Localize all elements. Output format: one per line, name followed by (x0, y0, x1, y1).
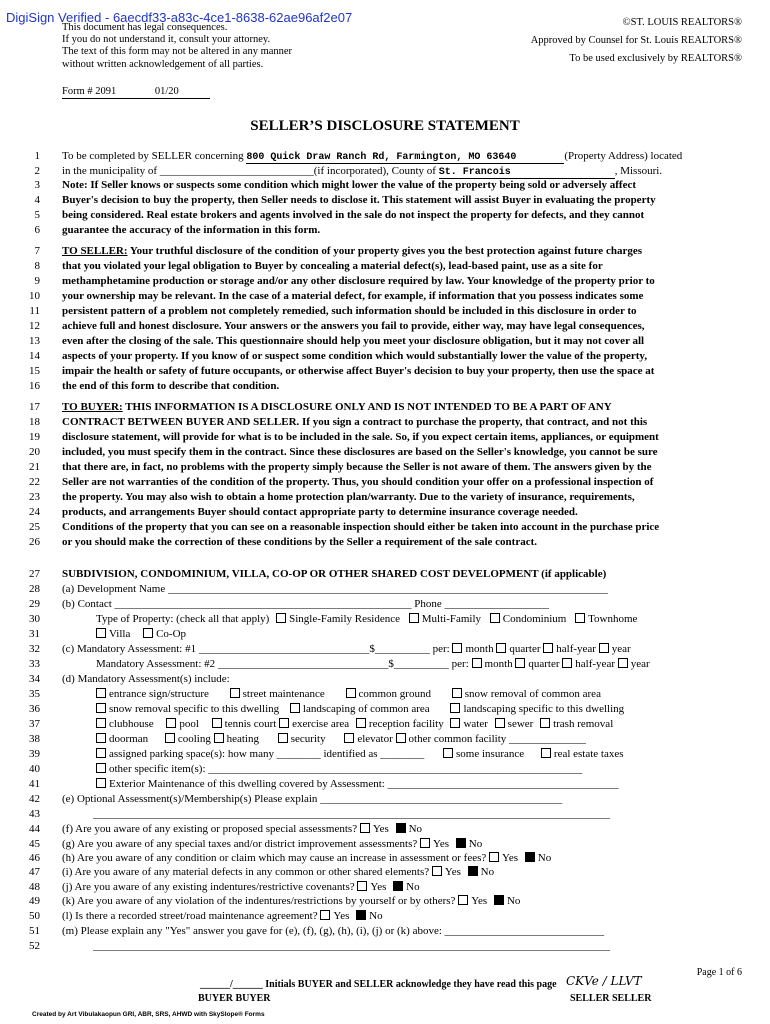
contact-field[interactable]: (b) Contact ______________________________________________________ Phone ___________________ (62, 598, 550, 610)
include-label: snow removal of common area (464, 688, 601, 700)
assessment-1-field[interactable]: (c) Mandatory Assessment: #1 _______________________________$__________ per: (62, 643, 450, 655)
checkbox-include[interactable] (290, 703, 300, 713)
include-label: elevator (357, 733, 393, 745)
checkbox-single-family[interactable] (276, 613, 286, 623)
include-label: doorman (109, 733, 149, 745)
line-5: being considered. Real estate brokers and agents involved in the sale do not inspect the property for defects, and they cannot (62, 209, 645, 221)
include-label: landscaping specific to this dwelling (463, 703, 625, 715)
checkbox-yes[interactable] (360, 823, 370, 833)
line-number: 31 (29, 628, 40, 640)
line-11: persistent pattern of a problem not completely remedied, such information should be included in this disclosure in order to (62, 305, 637, 317)
header-left-line: The text of this form may not be altered in any manner (62, 46, 293, 57)
line-number: 47 (29, 866, 40, 878)
line-34: (d) Mandatory Assessment(s) include: (62, 673, 230, 685)
question-row (62, 910, 743, 922)
checkbox-villa[interactable] (96, 628, 106, 638)
checkbox-half-year-1[interactable] (543, 643, 553, 653)
label-condominium: Condominium (502, 613, 567, 625)
assessment-2-field[interactable]: Mandatory Assessment: #2 _______________________________$__________ per: (96, 658, 469, 670)
checkbox-month-2[interactable] (472, 658, 482, 668)
line-number: 49 (29, 895, 40, 907)
form-number (62, 86, 179, 97)
checkbox-include[interactable] (230, 688, 240, 698)
checkbox-include[interactable] (450, 703, 460, 713)
label-villa: Villa (109, 628, 131, 640)
county-field[interactable]: St. Francois (439, 167, 615, 179)
type-of-property-label: Type of Property: (check all that apply) (96, 613, 270, 625)
line-number: 44 (29, 823, 40, 835)
checkbox-include[interactable] (279, 718, 289, 728)
include-label: cooling (177, 733, 211, 745)
include-label: common ground (358, 688, 431, 700)
line-7 (62, 245, 743, 257)
seller-initials-signature: CKVe / LLVT (566, 974, 642, 988)
line-number: 33 (29, 658, 40, 670)
label-no: No (537, 852, 552, 864)
question-text: (k) Are you aware of any violation of the indentures/restrictions by yourself or by others? (62, 895, 459, 907)
line-number: 42 (29, 793, 40, 805)
checkbox-month-1[interactable] (452, 643, 462, 653)
explain-field[interactable]: (m) Please explain any "Yes" answer you gave for (e), (f), (g), (h), (i), (j) or (k) above: _____________________________ (62, 925, 605, 937)
property-address-field[interactable]: 800 Quick Draw Ranch Rd, Farmington, MO 63640 (246, 152, 564, 164)
line-number: 2 (34, 165, 40, 177)
development-name-field[interactable]: (a) Development Name ________________________________________________________________________________ (62, 583, 608, 595)
line-32 (62, 643, 743, 655)
line-2-text: in the municipality of ____________________________(if incorporated), County of (62, 165, 436, 177)
line-31 (96, 628, 742, 640)
checkbox-half-year-2[interactable] (562, 658, 572, 668)
checkbox-include[interactable] (344, 733, 354, 743)
line-38 (96, 733, 742, 745)
label-yes: Yes (471, 895, 490, 907)
line-number: 43 (29, 808, 40, 820)
question-text: (g) Are you aware of any special taxes and/or district improvement assessments? (62, 838, 420, 850)
label-yes: Yes (370, 881, 390, 893)
header-left-line: If you do not understand it, consult your attorney. (62, 34, 271, 45)
question-row (62, 852, 743, 864)
line-number: 27 (29, 568, 40, 580)
missouri-text: , Missouri. (614, 165, 663, 177)
line-9: methamphetamine production or storage and/or any other disclosure required by law. Your knowledge of the property prior to (62, 275, 655, 287)
question-row (62, 895, 743, 907)
line-1 (62, 150, 743, 164)
question-row (62, 823, 743, 835)
line-3: Note: If Seller knows or suspects some condition which might lower the value of the property being sold or adversely affect (62, 179, 637, 191)
line-13: even after the closing of the sale. This questionnaire should help you meet your disclosure obligation, but it may not cover all (62, 335, 645, 347)
line-number: 1 (34, 150, 40, 162)
line-25: Conditions of the property that you can see on a reasonable inspection should either be taken into account in the purchase price (62, 521, 660, 533)
label-month: month (484, 658, 513, 670)
line-number: 5 (34, 209, 40, 221)
line-number: 25 (29, 521, 40, 533)
line-number: 15 (29, 365, 40, 377)
question-text: (f) Are you aware of any existing or proposed special assessments? (62, 823, 360, 835)
line-number: 4 (34, 194, 40, 206)
checkbox-include[interactable] (96, 703, 106, 713)
initials-line[interactable]: ______/______ Initials BUYER and SELLER acknowledge they have read this page (200, 979, 557, 990)
line-37 (96, 718, 742, 730)
checkbox-co-op[interactable] (143, 628, 153, 638)
header-left-line: This document has legal consequences. (62, 22, 228, 33)
checkbox-townhome[interactable] (575, 613, 585, 623)
checkbox-include[interactable] (214, 733, 224, 743)
checkbox-include[interactable] (540, 718, 550, 728)
include-label: clubhouse (109, 718, 154, 730)
label-yes: Yes (502, 852, 521, 864)
line-number: 24 (29, 506, 40, 518)
line-number: 40 (29, 763, 40, 775)
line-number: 34 (29, 673, 40, 685)
checkbox-include[interactable] (495, 718, 505, 728)
label-multi-family: Multi-Family (421, 613, 482, 625)
line-number: 48 (29, 881, 40, 893)
line-number: 6 (34, 224, 40, 236)
header-right-line: ©ST. LOUIS REALTORS® (622, 17, 742, 28)
line-number: 26 (29, 536, 40, 548)
line-number: 50 (29, 910, 40, 922)
include-label: entrance sign/structure (109, 688, 209, 700)
seller-label: SELLER SELLER (570, 993, 652, 1004)
line-18: CONTRACT BETWEEN BUYER AND SELLER. If you sign a contract to purchase the property, that contract, and not this (62, 416, 648, 428)
label-no: No (480, 866, 495, 878)
line-number: 7 (34, 245, 40, 257)
line-number: 41 (29, 778, 40, 790)
optional-assessment-line-2[interactable]: ______________________________________________________________________________________________ (93, 808, 610, 820)
line-number: 45 (29, 838, 40, 850)
line-17-text: THIS INFORMATION IS A DISCLOSURE ONLY AND IS NOT INTENDED TO BE A PART OF ANY (125, 401, 612, 413)
include-label: trash removal (553, 718, 614, 730)
line-number: 29 (29, 598, 40, 610)
include-label: real estate taxes (553, 748, 624, 760)
page-title: SELLER’S DISCLOSURE STATEMENT (250, 118, 520, 134)
line-number: 13 (29, 335, 40, 347)
line-40 (96, 763, 742, 775)
label-quarter: quarter (509, 643, 541, 655)
checkbox-include[interactable] (356, 718, 366, 728)
line-number: 14 (29, 350, 40, 362)
form-number-text: Form # 2091 (62, 86, 117, 97)
line-12: achieve full and honest disclosure. Your answers or the answers you fail to provide, either way, may have legal consequences, (62, 320, 645, 332)
line-number: 36 (29, 703, 40, 715)
line-26: or you should make the correction of these conditions by the Seller a requirement of the sale contract. (62, 536, 537, 548)
line-4: Buyer's decision to buy the property, then Seller needs to disclose it. This statement will assist Buyer in evaluating the property (62, 194, 656, 206)
header-left-line: without written acknowledgement of all parties. (62, 59, 264, 70)
label-year: year (611, 643, 631, 655)
include-label: water (463, 718, 488, 730)
question-row (62, 838, 743, 850)
checkbox-yes[interactable] (420, 838, 430, 848)
checkbox-include[interactable] (96, 748, 106, 758)
checkbox-yes[interactable] (432, 866, 442, 876)
line-number: 3 (34, 179, 40, 191)
checkbox-yes[interactable] (320, 910, 330, 920)
to-seller-label: TO SELLER: (62, 245, 128, 257)
include-label: reception facility (368, 718, 444, 730)
form-date: 01/20 (154, 86, 179, 97)
checkbox-quarter-1[interactable] (496, 643, 506, 653)
checkbox-include[interactable] (165, 733, 175, 743)
line-number: 52 (29, 940, 40, 952)
line-14: aspects of your property. If you know of or suspect some condition which would substantially lower the value of the property, (62, 350, 648, 362)
line-number: 32 (29, 643, 40, 655)
line-number: 18 (29, 416, 40, 428)
include-label: security (290, 733, 326, 745)
line-number: 11 (29, 305, 40, 317)
line-number: 12 (29, 320, 40, 332)
line-10: your ownership may be relevant. In the case of a material defect, for example, if information that you possess indicates some (62, 290, 644, 302)
include-label: exercise area (292, 718, 350, 730)
property-suffix: (Property Address) located (564, 150, 683, 162)
page-number: Page 1 of 6 (696, 967, 742, 978)
line-number: 16 (29, 380, 40, 392)
include-label: some insurance (456, 748, 525, 760)
label-yes: Yes (433, 838, 452, 850)
checkbox-yes[interactable] (458, 895, 468, 905)
label-townhome: Townhome (588, 613, 638, 625)
checkbox-include[interactable] (443, 748, 453, 758)
label-no: No (369, 910, 383, 922)
label-half-year: half-year (575, 658, 615, 670)
label-co-op: Co-Op (156, 628, 187, 640)
checkbox-no-checked[interactable] (356, 910, 366, 920)
checkbox-include[interactable] (96, 718, 106, 728)
checkbox-include[interactable] (541, 748, 551, 758)
line-number: 9 (34, 275, 40, 287)
line-23: the property. You may also wish to obtain a home protection plan/warranty. Due to the variety of insurance, requirements, (62, 491, 635, 503)
line-21: that there are, in fact, no problems with the property simply because the Seller is not aware of them. The answers given by the (62, 461, 652, 473)
include-label: snow removal specific to this dwelling (109, 703, 280, 715)
question-text: (l) Is there a recorded street/road maintenance agreement? (62, 910, 321, 922)
checkbox-yes[interactable] (357, 881, 367, 891)
line-number: 37 (29, 718, 40, 730)
line-number: 28 (29, 583, 40, 595)
label-yes: Yes (372, 823, 392, 835)
checkbox-multi-family[interactable] (409, 613, 419, 623)
line-24: products, and arrangements Buyer should contact appropriate party to determine insurance coverage needed. (62, 506, 578, 518)
line-6: guarantee the accuracy of the information in this form. (62, 224, 321, 236)
label-month: month (465, 643, 494, 655)
checkbox-include[interactable] (278, 733, 288, 743)
line-number: 35 (29, 688, 40, 700)
include-label: street maintenance (242, 688, 325, 700)
line-number: 46 (29, 852, 40, 864)
line-15: impair the health or safety of future occupants, or otherwise affect Buyer's decision to buy your property, then use the space at (62, 365, 655, 377)
checkbox-year-2[interactable] (618, 658, 628, 668)
line-19: disclosure statement, will provide for what is to be included in the sale. So, if you expect certain items, appliances, or equipment (62, 431, 659, 443)
checkbox-include[interactable] (166, 718, 176, 728)
line-number: 20 (29, 446, 40, 458)
label-no: No (468, 838, 483, 850)
include-label: assigned parking space(s): how many ________ identified as ________ (109, 748, 425, 760)
question-row (62, 881, 743, 893)
checkbox-quarter-2[interactable] (515, 658, 525, 668)
include-label: landscaping of common area (302, 703, 430, 715)
include-label: other common facility ______________ (408, 733, 587, 745)
line-number: 39 (29, 748, 40, 760)
checkbox-no-checked[interactable] (393, 881, 403, 891)
line-number: 22 (29, 476, 40, 488)
checkbox-no-checked[interactable] (525, 852, 535, 862)
line-35 (96, 688, 742, 700)
question-row (62, 866, 743, 878)
label-quarter: quarter (528, 658, 560, 670)
label-no: No (408, 823, 423, 835)
label-yes: Yes (333, 910, 353, 922)
line-number: 21 (29, 461, 40, 473)
checkbox-other-items[interactable] (96, 763, 106, 773)
line-17 (62, 401, 743, 413)
line-number: 51 (29, 925, 40, 937)
checkbox-include[interactable] (452, 688, 462, 698)
label-no: No (406, 881, 420, 893)
question-text: (h) Are you aware of any condition or claim which may cause an increase in assessment or fees? (62, 852, 490, 864)
question-text: (i) Are you aware of any material defects in any common or other shared elements? (62, 866, 432, 878)
created-by: Created by Art Vibulakaopun GRI, ABR, SRS, AHWD with SkySlope® Forms (32, 1011, 265, 1018)
line-number: 17 (29, 401, 40, 413)
line-number: 30 (29, 613, 40, 625)
form-rule (62, 98, 210, 99)
include-label: pool (179, 718, 199, 730)
line-number: 10 (29, 290, 40, 302)
line-2 (62, 165, 743, 179)
line-1-text: To be completed by SELLER concerning (62, 150, 244, 162)
digisign-verified-banner: DigiSign Verified - 6aecdf33-a83c-4ce1-8638-62ae96af2e07 (6, 10, 353, 25)
checkbox-exterior-maintenance[interactable] (96, 778, 106, 788)
checkbox-yes[interactable] (489, 852, 499, 862)
line-41 (96, 778, 742, 790)
line-number: 8 (34, 260, 40, 272)
line-number: 38 (29, 733, 40, 745)
explain-line-2[interactable]: ______________________________________________________________________________________________ (93, 940, 610, 952)
line-30 (96, 613, 742, 625)
line-20: included, you must specify them in the contract. Since these disclosures are based on the Seller's knowledge, you cannot be sure (62, 446, 658, 458)
line-number: 19 (29, 431, 40, 443)
line-16: the end of this form to describe that condition. (62, 380, 280, 392)
checkbox-include[interactable] (96, 688, 106, 698)
label-single-family: Single-Family Residence (289, 613, 400, 625)
checkbox-include[interactable] (96, 733, 106, 743)
checkbox-no-checked[interactable] (468, 866, 478, 876)
header-right-line: To be used exclusively by REALTORS® (569, 53, 742, 64)
checkbox-no-checked[interactable] (494, 895, 504, 905)
include-label: heating (226, 733, 259, 745)
other-items-field[interactable]: other specific item(s): ____________________________________________________________________ (109, 763, 583, 775)
checkbox-no-checked[interactable] (396, 823, 406, 833)
label-year: year (630, 658, 650, 670)
checkbox-condominium[interactable] (490, 613, 500, 623)
checkbox-no-checked[interactable] (456, 838, 466, 848)
to-buyer-label: TO BUYER: (62, 401, 123, 413)
line-22: Seller are not warranties of the condition of the property. Thus, you should condition your offer on a professional inspection of (62, 476, 654, 488)
question-text: (j) Are you aware of any existing indentures/restrictive covenants? (62, 881, 358, 893)
line-7-text: Your truthful disclosure of the condition of your property gives you the best protection against future charges (129, 245, 642, 257)
include-label: tennis court (224, 718, 277, 730)
optional-assessment-field[interactable]: (e) Optional Assessment(s)/Membership(s) Please explain ____________________________________________ (62, 793, 563, 805)
checkbox-year-1[interactable] (599, 643, 609, 653)
label-half-year: half-year (556, 643, 596, 655)
line-33 (96, 658, 742, 670)
section-title: SUBDIVISION, CONDOMINIUM, VILLA, CO-OP OR OTHER SHARED COST DEVELOPMENT (if applicable) (62, 568, 607, 580)
buyer-label: BUYER BUYER (198, 993, 271, 1004)
include-label: sewer (507, 718, 534, 730)
checkbox-include[interactable] (212, 718, 222, 728)
line-number: 23 (29, 491, 40, 503)
checkbox-include[interactable] (396, 733, 406, 743)
header-right-line: Approved by Counsel for St. Louis REALTORS® (530, 35, 742, 46)
line-8: that you violated your legal obligation to Buyer by concealing a material defect(s), lead-based paint, use as a site for (62, 260, 603, 272)
checkbox-include[interactable] (450, 718, 460, 728)
exterior-maintenance-field[interactable]: Exterior Maintenance of this dwelling covered by Assessment: __________________________________________ (109, 778, 619, 790)
line-36 (96, 703, 742, 715)
label-yes: Yes (444, 866, 464, 878)
line-39 (96, 748, 742, 760)
checkbox-include[interactable] (346, 688, 356, 698)
label-no: No (506, 895, 521, 907)
